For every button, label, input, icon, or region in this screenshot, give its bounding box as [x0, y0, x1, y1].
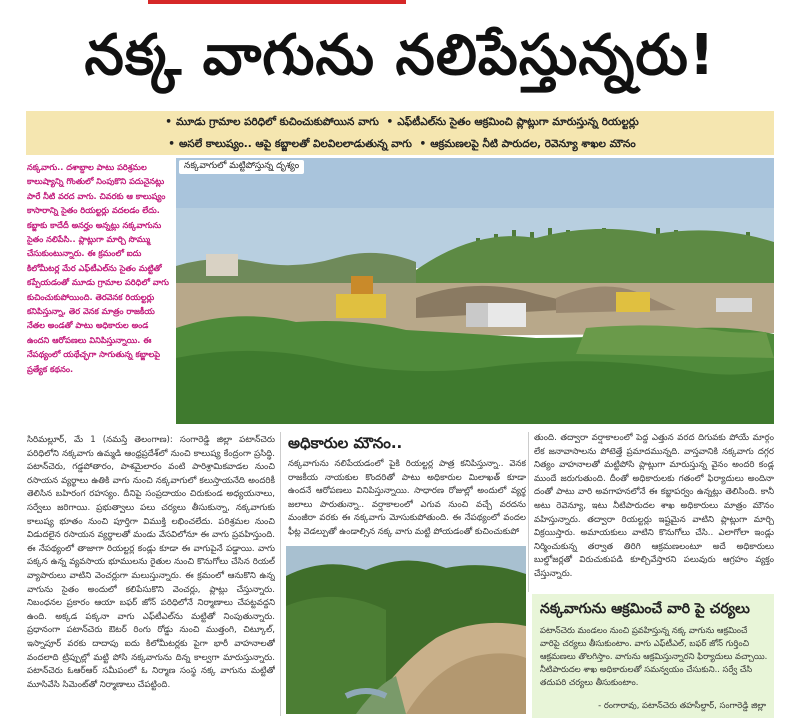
article-column-1: సిరిమల్లూర్, మే 1 (నమస్తే తెలంగాణ): సంగారెడ్డి జిల్లా పటాన్‌చెరు పరిధిలోని నక్కవాగు ఉమ్మడి ఆంధ్రప్రదేశ్‌లో నుంచి కాలుష్య కేంద్రంగా ప్రసిద్ధి. పటాన్‌చెరు, గడ్డపోతారం, పాశమైలారం వంటి పారిశ్రామికవాడల నుంచి రసాయన వ్యర్థాలు ఉతికి వాగు నుంచి నక్కవాగులో కలుస్తాయనేది అందరికీ తెలిసిన బహిరంగ రహస్యం. దీనిపై సంప్రదాయం చిరుకుండ అధ్యయనాలు, సర్వేలు జరిగాయి. ప్రభుత్వాలు పలు చర్యలు తీసుకున్నా, నక్కవాగుకు కాలుష్య భూతం నుంచి పూర్తిగా విముక్తి లభించలేదు. పరిశ్రమల నుంచి విడుదలైన రసాయన వ్యర్థాలతో మండు వేసవిలోనూ ఈ వాగు ప్రవహిస్తుంది. ఈ నేపథ్యంలో తాజాగా రియల్టర్ల కండ్లు కూడా ఈ వాగుపైనే పడ్డాయి. వాగు పక్కన ఉన్న వ్యవసాయ భూములను రైతుల నుంచి కొనుగోలు చేసిన రియల్ వ్యాపారులు వాటిని వెంచర్లుగా మలుస్తున్నారు. ఈ క్రమంలో ఆనుకొని ఉన్న వాగును సైతం అందులో కలిపేసుకొని వెంచర్లు, ప్లాట్లు చేస్తున్నారు. నిబంధనల ప్రకారం ఆయా బఫర్ జోన్ పరిధిలోనే నిర్మాణాలు చేపట్టవద్దని ఉంది. అక్కడ పక్కనా వాగు ఎఫ్‌టీఎల్‌ను మట్టితో నింపుతున్నారు. ప్రధానంగా పటాన్‌చెరు ఔటర్ రింగు రోడ్డు నుంచి ముత్తంగి, చిట్కూల్, ఇస్నాపూర్ వరకు దాదాపు ఐదు కిలోమీటర్లకు పైగా భారీ వాహనాలతో వందలాది ట్రిప్పుల్లో మట్టి పోసి నక్కవాగును దిన్న కాల్వగా మారుస్తున్నారు. పటాన్‌చెరు ఓఆర్‌ఆర్ సమీపంలో ఓ నిర్మాణ సంస్థ నక్క వాగును మట్టితో మూసివేసి సిమెంట్‌తో నిర్మాణాలు చేపట్టింది. [27, 435, 275, 690]
bullet-icon: • [386, 116, 394, 128]
highlight-item: ఎఫ్‌టీఎల్‌ను సైతం ఆక్రమించి ప్లాట్లుగా మారుస్తున్న రియల్టర్లు [397, 116, 639, 128]
top-accent-rule [148, 0, 406, 4]
highlight-line [26, 111, 774, 133]
highlight-band [26, 111, 774, 155]
subheading: అధికారుల మౌనం.. [288, 434, 403, 452]
quote-box-credit: - రంగారావు, పటాన్‌చెరు తహసీల్దార్, సంగారెడ్డి జిల్లా [598, 700, 766, 710]
highlight-line [26, 133, 774, 155]
quote-box-title: నక్కవాగును ఆక్రమించే వారి పై చర్యలు [540, 601, 750, 617]
main-photo [176, 158, 774, 424]
headline: నక్క వాగును నలిపేస్తున్నరు! [84, 23, 716, 88]
quote-box-text: పటాన్‌చెరు మండలం నుంచి ప్రవహిస్తున్న నక్క వాగును ఆక్రమించే వారిపై చర్యలు తీసుకుంటాం. వాగు ఎఫ్‌టీఎల్, బఫర్ జోన్ గుర్తించి ఆక్రమణలు తొలగిస్తాం. వాగును ఆక్రమిస్తున్నారని ఫిర్యాదులు వచ్చాయి. నీటిపారుదల శాఖ అధికారులతో సమన్వయం చేసుకుని.. సర్వే చేసి తదుపరి చర్యలు తీసుకుంటాం. [540, 625, 768, 687]
photo-caption: నక్కవాగులో మట్టిపోస్తున్న దృశ్యం [179, 160, 304, 174]
bullet-icon: • [419, 138, 427, 150]
intro-text: నక్కవాగు.. దశాబ్దాల పాటు పరిశ్రమల కాలుష్యాన్ని గొంతులో నింపుకొని పదునైనట్లు పారే నీటి వరద వాగు. చివరకు ఆ కాలుష్యం కాసారాన్ని సైతం రియల్టర్లు వదలడం లేదు. కబ్జాకు కాదేదీ అనర్హం అన్నట్లు నక్కవాగును సైతం నలిపేసి.. ప్లాట్లుగా మార్చి సొమ్ము చేసుకుంటున్నారు. ఈ క్రమంలో ఐదు కిలోమీటర్ల మేర ఎఫ్‌టీఎల్‌ను సైతం మట్టితో కప్పేయడంతో మూడు గ్రామాల పరిధిలో వాగు కుచించుకుపోయింది. తెరవెనక రియల్టర్లు కనిపిస్తున్నా, తెర వెనక మాత్రం రాజకీయ నేతల అండతో పాటు అధికారుల అండ ఉందని ఆరోపణలు వినిపిస్తున్నాయి. ఈ నేపథ్యంలో యథేచ్ఛగా సాగుతున్న కబ్జాలపై ప్రత్యేక కథనం. [27, 162, 169, 374]
column-divider [280, 432, 281, 716]
construction-site-illustration [176, 158, 774, 424]
bullet-icon: • [165, 116, 172, 128]
highlight-item: ఆక్రమణలపై నీటి పారుదల, రెవెన్యూ శాఖల మౌనం [430, 138, 636, 150]
official-quote-box [532, 594, 774, 718]
small-photo [286, 546, 526, 714]
soil-dump-illustration [286, 546, 526, 714]
highlight-item: మూడు గ్రామాల పరిధిలో కుచించుకుపోయిన వాగు [175, 116, 379, 128]
bullet-icon: • [168, 138, 175, 150]
article-column-3: తుంది. తద్వారా వర్షాకాలంలో పెద్ద ఎత్తున వరద దిగువకు పోయే మార్గం లేక జనావాసాలను పోటెత్తే ప్రమాదమున్నది. వాస్తవానికి నక్కవాగు దగ్గర నిత్యం వాహనాలతో మట్టిపోసి ప్లాట్లుగా మారుస్తున్న వైనం అందరి కండ్ల ముందే జరుగుతుంది. దీంతో అధికారులకు గతంలో ఫిర్యాదులు అందినా దంతో పాటు వారి అవగాహనలోనే ఈ కబ్జాపర్వం ఉన్నట్లు తెలిసింది. కానీ అటు రెవెన్యూ, ఇటు నీటిపారుదల శాఖ అధికారులు మాత్రం మౌనం వహిస్తున్నారు. తద్వారా రియల్టర్లు ఇష్టమైన వాటిని ప్లాట్లుగా మార్చి విక్రయిస్తారు. అమాయకులు వాటిని కొనుగోలు చేసి.. ఎలాగోలా ఇండ్లు నిర్మించుకున్న తర్వాత తిరిగి ఆక్రమణలంటూ అదే అధికారులు బుల్డోజర్లతో విరుచుకుపడి కూల్చివేస్తారని పలువురు ఆగ్రహం వ్యక్తం చేస్తున్నారు. [534, 433, 774, 579]
highlight-item: అసలే కాలుష్యం.. ఆపై కబ్జాలతో విలవిలలాడుతున్న వాగు [178, 138, 412, 150]
column-divider [528, 432, 529, 592]
article-column-2: నక్కవాగును నలిపేయడంలో పైకి రియల్టర్ల పాత్ర కనిపిస్తున్నా.. వెనక రాజకీయ నాయకుల కొందరితో పాటు అధికారుల మిలాఖత్ కూడా ఉందనే ఆరోపణలు వినిపిస్తున్నాయి. సాధారణ రోజుల్లో అందులో వ్యర్థ జలాలు పారుతున్నా.. వర్షాకాలంలో ఎగువ నుంచి వచ్చే వరదను మంజీరా వరకు ఈ నక్కవాగు మోసుకుపోతుంది. ఈ నేపథ్యంలో వందల ఫీట్ల వెడల్పుతో ఉండాల్సిన నక్క వాగు మట్టి పోయడంతో కుచించుకుపో [288, 459, 526, 537]
